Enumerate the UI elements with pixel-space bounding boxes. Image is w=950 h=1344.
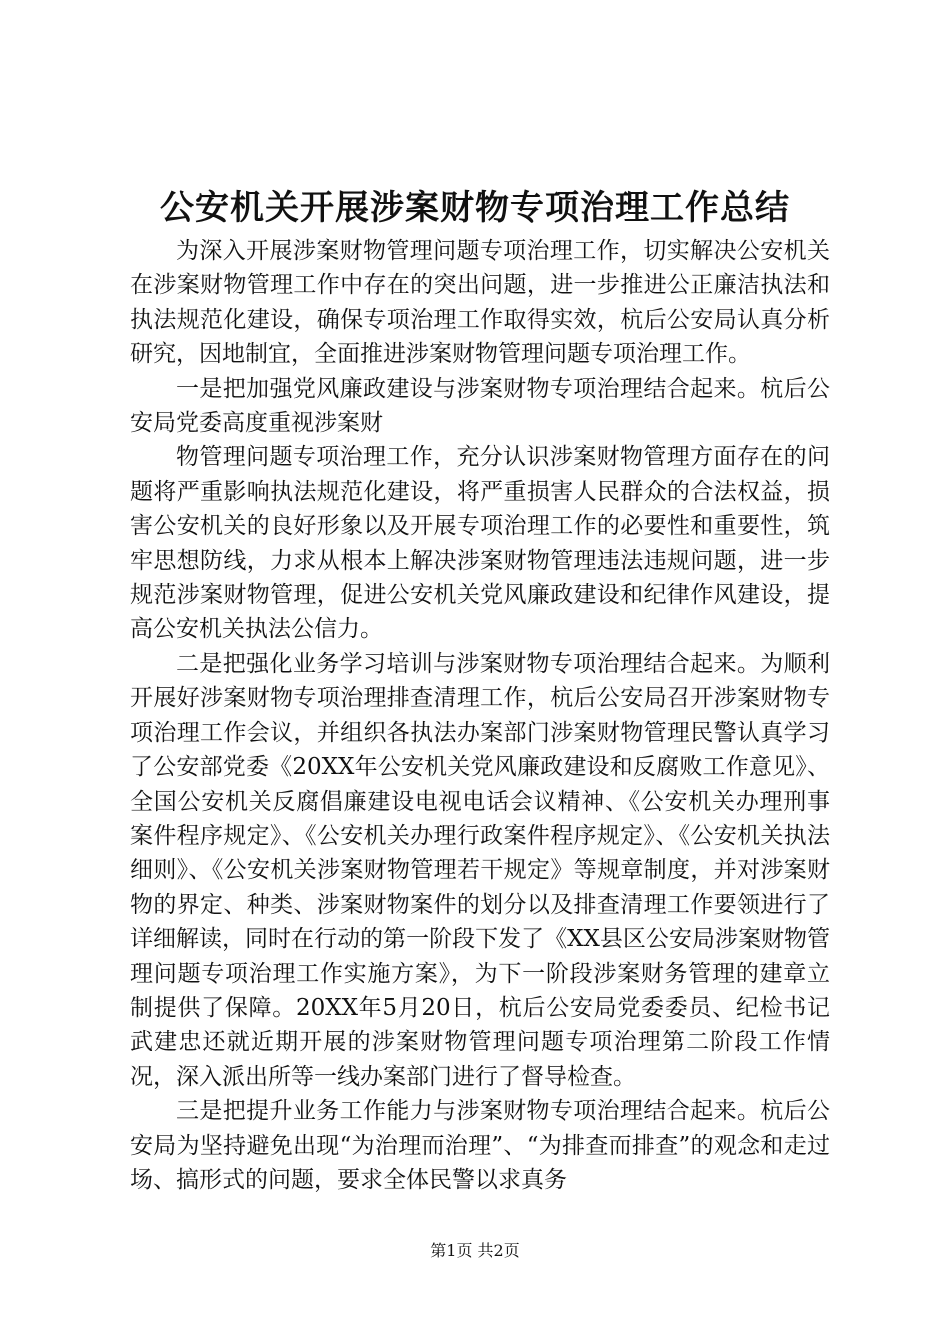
paragraph-point-two: 二是把强化业务学习培训与涉案财物专项治理结合起来。为顺利开展好涉案财物专项治理排查清理工作，杭后公安局召开涉案财物专项治理工作会议，并组织各执法办案部门涉案财物管理民警认真学习了公安部党委《20XX年公安机关党风廉政建设和反腐败工作意见》、全国公安机关反腐倡廉建设电视电话会议精神、《公安机关办理刑事案件程序规定》、《公安机关办理行政案件程序规定》、《公安机关执法细则》、《公安机关涉案财物管理若干规定》等规章制度，并对涉案财物的界定、种类、涉案财物案件的划分以及排查清理工作要领进行了详细解读，同时在行动的第一阶段下发了《XX县区公安局涉案财物管理问题专项治理工作实施方案》，为下一阶段涉案财务管理的建章立制提供了保障。20XX年5月20日，杭后公安局党委委员、纪检书记武建忠还就近期开展的涉案财物管理问题专项治理第二阶段工作情况，深入派出所等一线办案部门进行了督导检查。 — [130, 650, 830, 1090]
document-body — [130, 234, 830, 1197]
page-number-footer: 第1页 共2页 — [430, 1241, 520, 1260]
paragraph-point-one: 一是把加强党风廉政建设与涉案财物专项治理结合起来。杭后公安局党委高度重视涉案财 — [130, 375, 830, 437]
paragraph-point-three: 三是把提升业务工作能力与涉案财物专项治理结合起来。杭后公安局为坚持避免出现“为治理而治理”、“为排查而排查”的观念和走过场、搞形式的问题，要求全体民警以求真务 — [130, 1098, 830, 1193]
document-title: 公安机关开展涉案财物专项治理工作总结 — [160, 188, 790, 228]
paragraph-intro: 为深入开展涉案财物管理问题专项治理工作，切实解决公安机关在涉案财物管理工作中存在的突出问题，进一步推进公正廉洁执法和执法规范化建设，确保专项治理工作取得实效，杭后公安局认真分析研究，因地制宜，全面推进涉案财物管理问题专项治理工作。 — [130, 238, 830, 368]
paragraph-point-one-continued: 物管理问题专项治理工作，充分认识涉案财物管理方面存在的问题将严重影响执法规范化建设，将严重损害人民群众的合法权益，损害公安机关的良好形象以及开展专项治理工作的必要性和重要性，筑牢思想防线，力求从根本上解决涉案财物管理违法违规问题，进一步规范涉案财物管理，促进公安机关党风廉政建设和纪律作风建设，提高公安机关执法公信力。 — [130, 444, 830, 643]
